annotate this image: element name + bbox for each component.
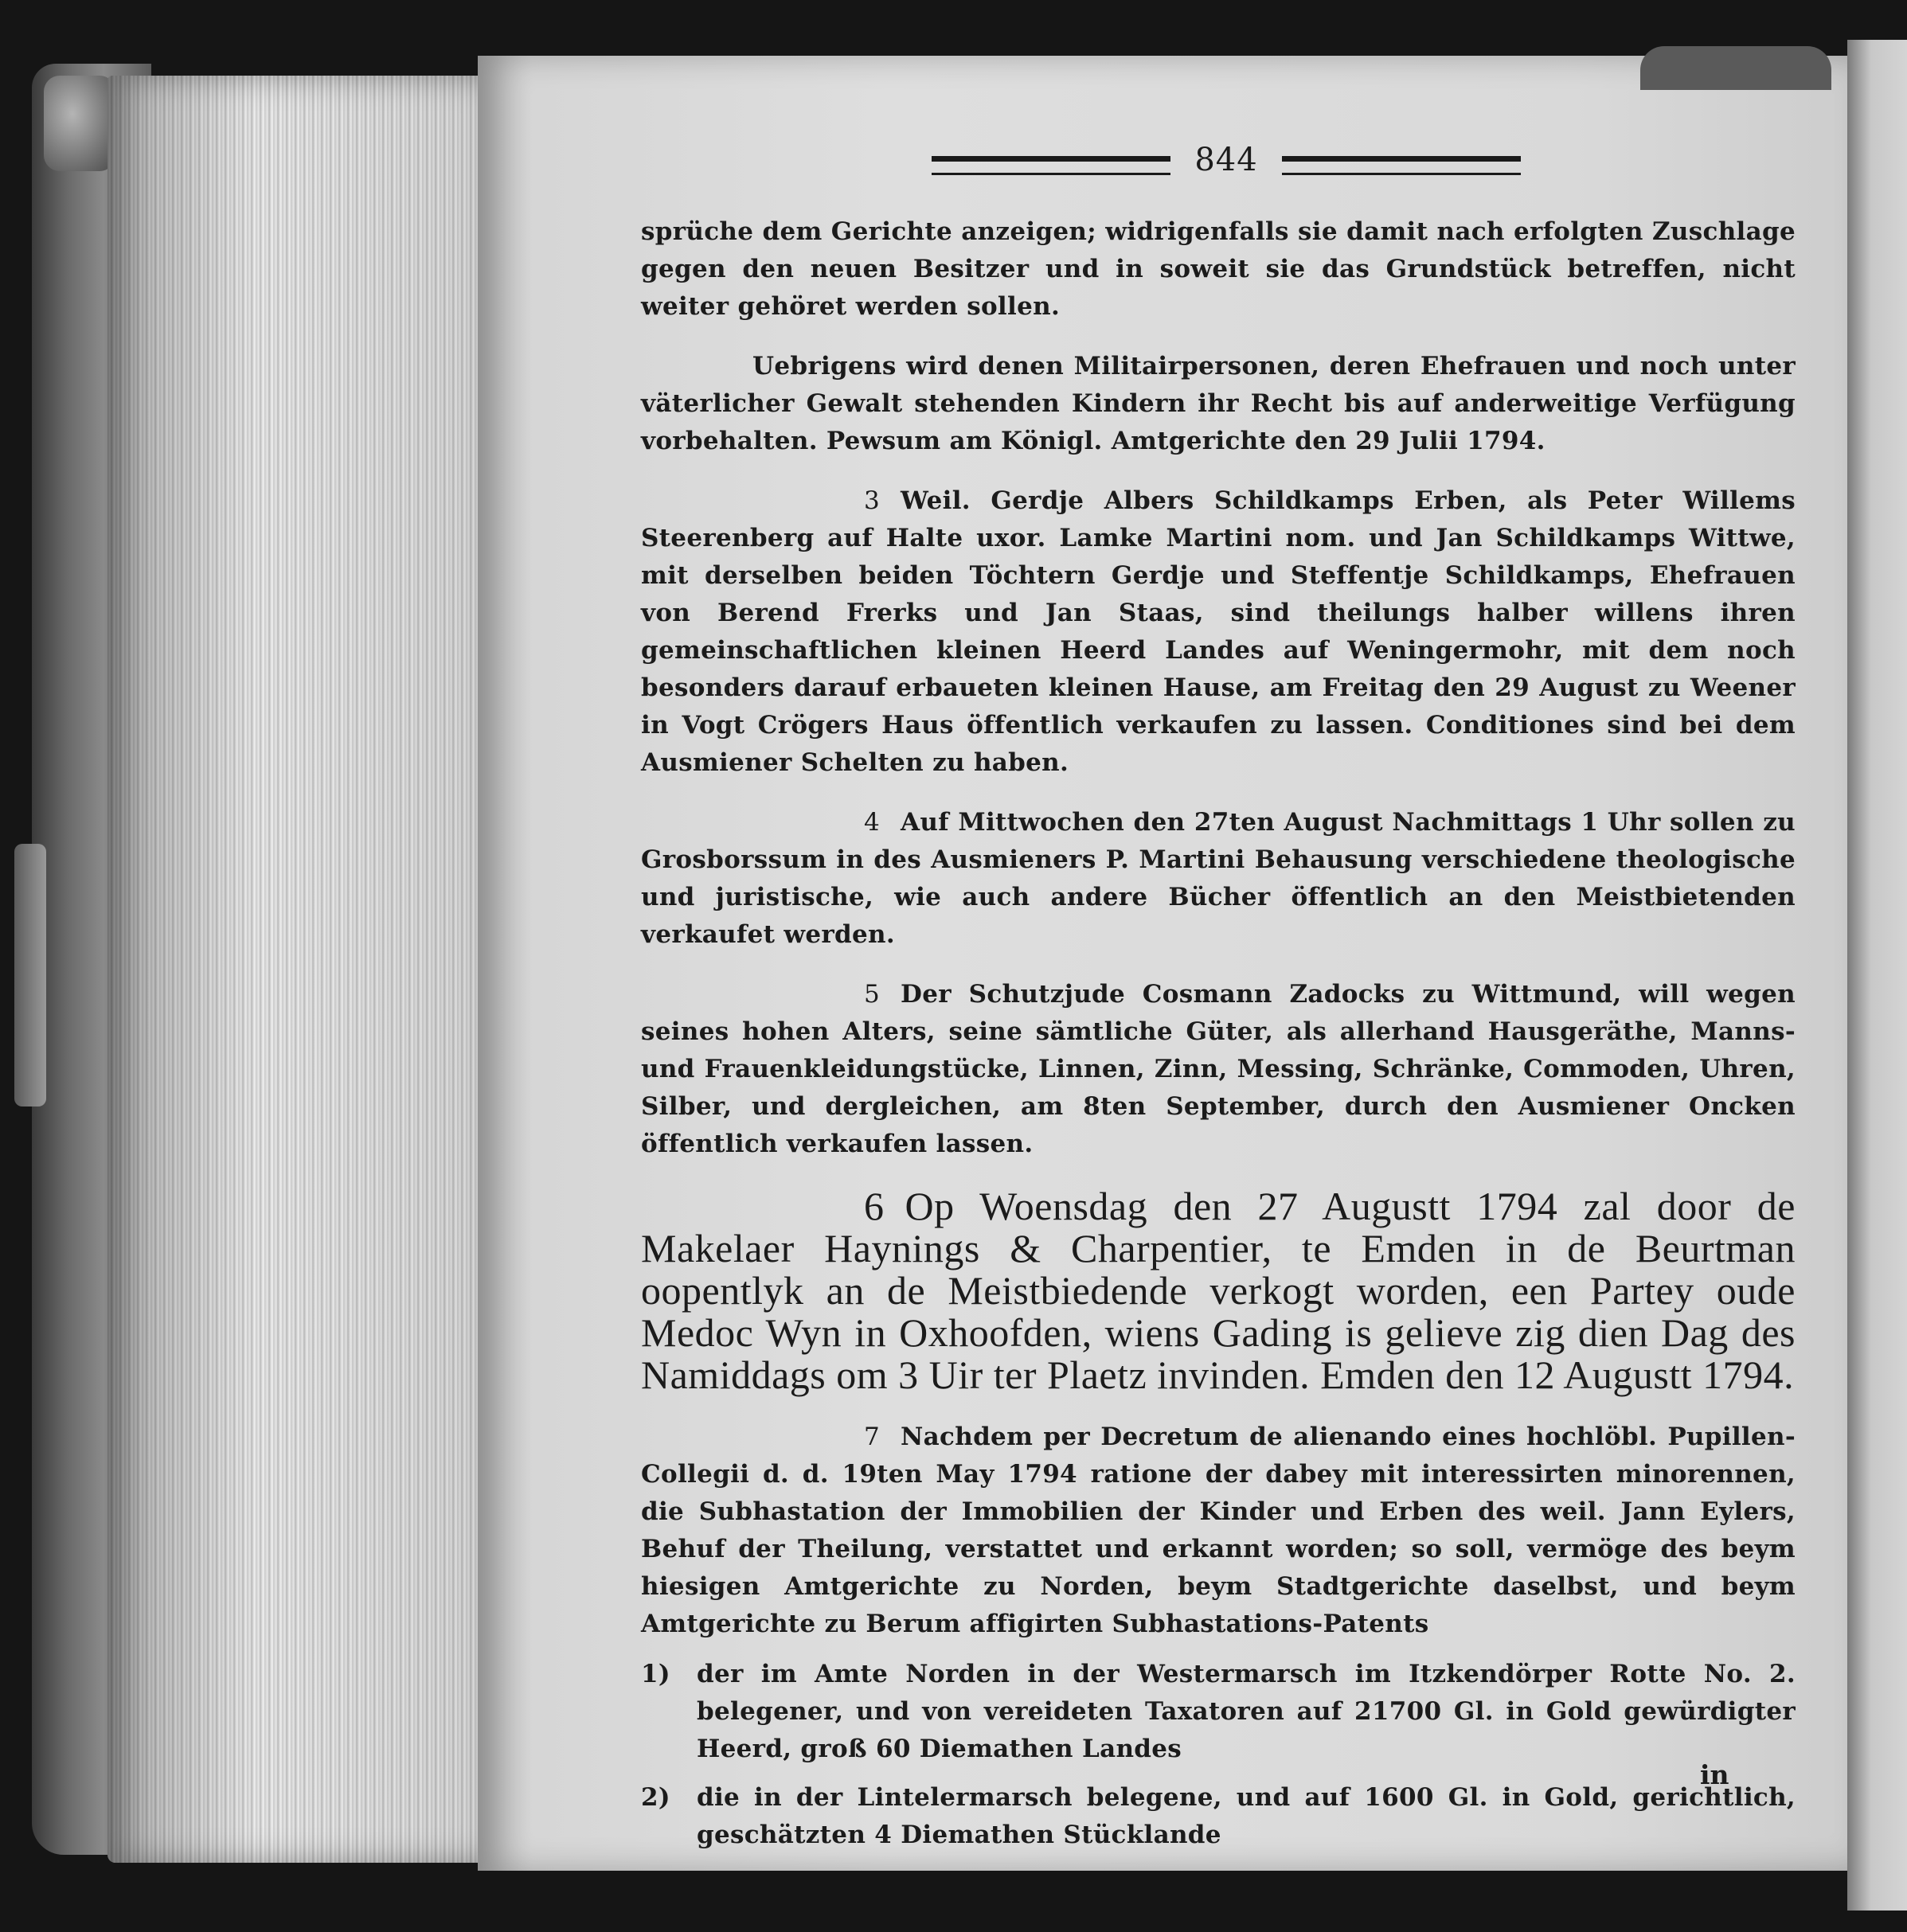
binding-corner: [1640, 46, 1831, 90]
paragraph-text: sprüche dem Gerichte anzeigen; widrigenfalls sie damit nach erfolgten Zuschlage gegen den neuen Besitzer und in soweit sie das Grundstück betreffen, nicht weiter gehöret werden sollen.: [641, 217, 1796, 321]
notice-number: 4: [864, 808, 881, 837]
paragraph-text: Auf Mittwochen den 27ten August Nachmittags 1 Uhr sollen zu Grosborssum in des Ausmieners P. Martini Behausung verschiedene theologische und juristische, wie auch andere Bücher öffentlich an den Meistbietenden verkaufet werden.: [641, 808, 1796, 949]
paragraph-text: Uebrigens wird denen Militairpersonen, deren Ehefrauen und noch unter väterlicher Gewalt stehenden Kindern ihr Recht bis auf anderweitige Verfügung vorbehalten. Pewsum am Königl. Amtgerichte den 29 Julii 1794.: [641, 352, 1796, 455]
notice-7: [641, 1419, 1796, 1643]
notice-number: 3: [864, 486, 881, 515]
notice-5: [641, 976, 1796, 1163]
paragraph-text: Der Schutzjude Cosmann Zadocks zu Wittmund, will wegen seines hohen Alters, seine sämtliche Güter, als allerhand Hausgeräthe, Manns- und Frauenkleidungstücke, Linnen, Zinn, Messing, Schränke, Commoden, Uhren, Silber, und dergleichen, am 8ten September, durch den Ausmiener Oncken öffentlich verkaufen lassen.: [641, 980, 1796, 1158]
paragraph-continuation: [641, 213, 1796, 326]
list-item-number: 2): [641, 1783, 670, 1812]
catchword: in: [1700, 1759, 1729, 1790]
cover-corner-wear: [44, 76, 115, 171]
facing-page-edge: [1847, 40, 1907, 1911]
notice-number: 6: [864, 1184, 885, 1228]
list-item-text: der im Amte Norden in der Westermarsch im Itzkendörper Rotte No. 2. belegener, und von vereideten Taxatoren auf 21700 Gl. in Gold gewürdigter Heerd, groß 60 Diemathen Landes: [697, 1660, 1796, 1763]
list-item-number: 1): [641, 1660, 670, 1688]
notice-number: 7: [864, 1423, 881, 1451]
page-header: [932, 142, 1521, 189]
page-number: 844: [1194, 142, 1258, 178]
paragraph-text: Nachdem per Decretum de alienando eines hochlöbl. Pupillen-Collegii d. d. 19ten May 1794 ratione der dabey mit interessirten minorennen, die Subhastation der Immobilien der Kinder und Erben des weil. Jann Eylers, Behuf der Theilung, verstattet und erkannt worden; so soll, vermöge des beym hiesigen Amtgerichte zu Norden, beym Stadtgerichte daselbst, und beym Amtgerichte zu Berum affigirten Subhastations-Patents: [641, 1423, 1796, 1638]
notice-number: 5: [864, 980, 881, 1009]
list-item-text: die in der Lintelermarsch belegene, und auf 1600 Gl. in Gold, gerichtlich, geschätzten 4 Diemathen Stücklande: [697, 1783, 1796, 1849]
notice-3: [641, 482, 1796, 782]
paragraph-closing-note: [641, 348, 1796, 460]
text-column: [641, 213, 1796, 1865]
notice-4: [641, 804, 1796, 954]
paragraph-text: Weil. Gerdje Albers Schildkamps Erben, als Peter Willems Steerenberg auf Halte uxor. Lamke Martini nom. und Jan Schildkamps Wittwe, mit derselben beiden Töchtern Gerdje und Steffentje Schildkamps, Ehefrauen von Berend Frerks und Jan Staas, sind theilungs halber willens ihren gemeinschaftlichen kleinen Heerd Landes auf Weningermohr, mit dem noch besonders darauf erbaueten kleinen Hause, am Freitag den 29 August zu Weener in Vogt Crögers Haus öffentlich verkaufen zu lassen. Conditiones sind bei dem Ausmiener Schelten zu haben.: [641, 486, 1796, 777]
page-edges-shade: [107, 76, 482, 1863]
paragraph-text: Op Woensdag den 27 Augustt 1794 zal door de Makelaer Haynings & Charpentier, te Emden in de Beurtman oopentlyk an de Meistbiedende verkogt worden, een Partey oude Medoc Wyn in Oxhoofden, wiens Gading is gelieve zig dien Dag des Namiddags om 3 Uir ter Plaetz invinden. Emden den 12 Augustt 1794.: [641, 1184, 1796, 1397]
notice-6: [641, 1185, 1796, 1396]
header-rule-right: [1282, 156, 1521, 175]
list-item: [641, 1656, 1796, 1768]
list-item: [641, 1779, 1796, 1854]
cover-tab: [14, 844, 46, 1107]
